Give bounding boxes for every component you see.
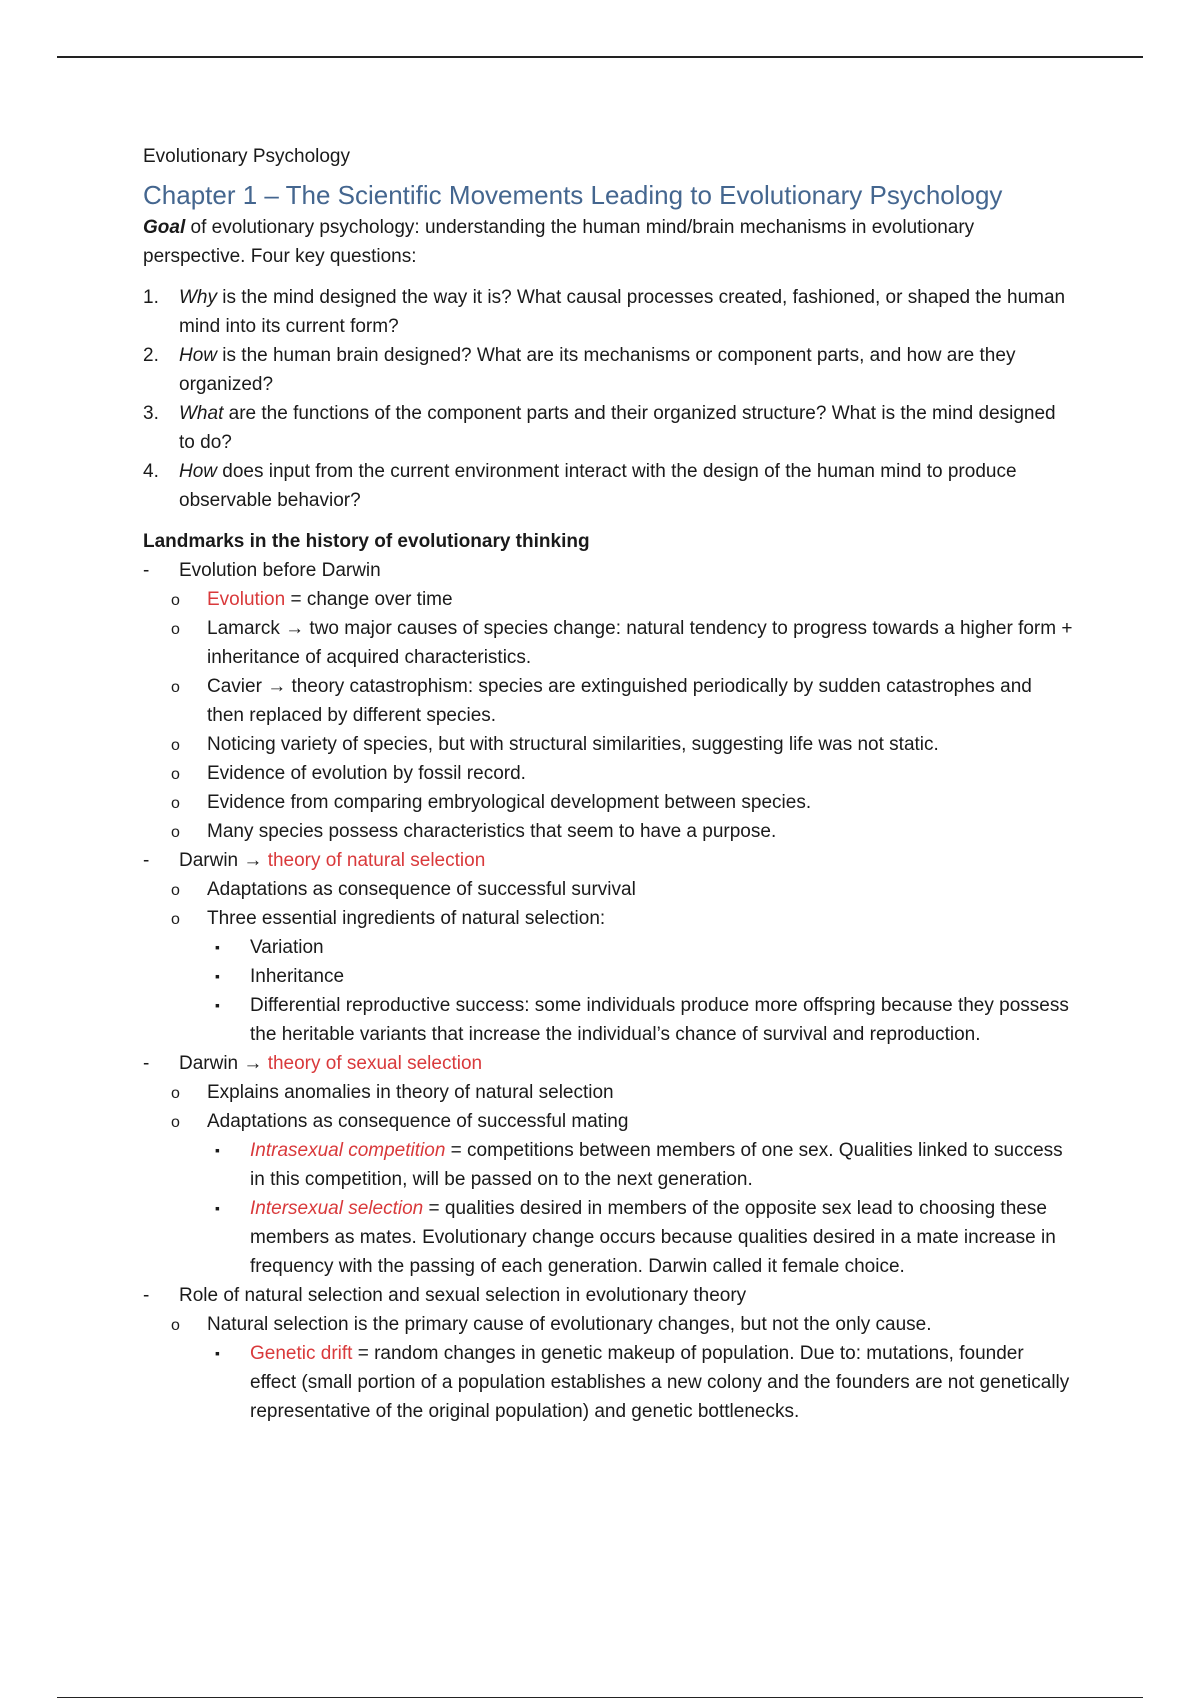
landmarks-list [143,556,1073,1426]
item-text: Cavier [207,676,268,697]
question-text: are the functions of the component parts and their organized structure? What is the mind designed to do? [179,403,1056,453]
circle-bullet: o [171,795,180,812]
square-bullet: ▪ [215,939,220,955]
question-number: 4. [143,461,159,482]
chapter-heading: Chapter 1 – The Scientific Movements Leading to Evolutionary Psychology [143,180,1003,210]
item-text: Evidence from comparing embryological development between species. [207,792,812,813]
list-item [143,788,1073,817]
section-sexual-selection [143,1049,1073,1281]
list-item [143,1310,1073,1426]
circle-bullet: o [171,824,180,841]
question-text: is the human brain designed? What are its mechanisms or component parts, and how are they organized? [179,345,1016,395]
list-item [143,962,1073,991]
square-bullet: ▪ [215,1200,220,1216]
key-questions-list [143,283,1073,515]
item-text: = competitions between members of one sex. Qualities linked to success in this competition, will be passed on to the next generation. [250,1140,1063,1190]
item-text: = change over time [285,589,453,610]
sublist [171,1310,1073,1426]
dash-bullet: - [143,560,150,581]
list-item [143,1078,1073,1107]
question-number: 2. [143,345,159,366]
list-item [143,904,1073,1049]
list-item [143,817,1073,846]
circle-bullet: o [171,766,180,783]
item-text: Adaptations as consequence of successful survival [207,879,636,900]
item-text: Three essential ingredients of natural selection: [207,908,606,929]
section-evolution-before-darwin [143,556,1073,846]
list-item [143,991,1073,1049]
section-natural-selection [143,846,1073,1049]
square-bullet: ▪ [215,997,220,1013]
landmarks-heading: Landmarks in the history of evolutionary thinking [143,531,590,552]
question-emphasis: What [179,403,224,424]
question-emphasis: How [179,461,218,482]
list-item [143,1107,1073,1281]
question-text: is the mind designed the way it is? What causal processes created, fashioned, or shaped the human mind into its current form? [179,287,1066,337]
circle-bullet: o [171,592,180,609]
item-text: Differential reproductive success: some individuals produce more offspring because they possess the heritable variants that increase the individual’s chance of survival and reproduction. [250,995,1069,1045]
section-label: Role of natural selection and sexual selection in evolutionary theory [179,1285,747,1306]
item-text: two major causes of species change: natural tendency to progress towards a higher form + inheritance of acquired characteristics. [207,618,1073,668]
document-title: Evolutionary Psychology [143,146,350,167]
list-item [143,730,1073,759]
circle-bullet: o [171,1085,180,1102]
list-item [143,759,1073,788]
circle-bullet: o [171,1114,180,1131]
term-evolution: Evolution [207,589,286,610]
item-text: Natural selection is the primary cause of evolutionary changes, but not the only cause. [207,1314,932,1335]
item-text: Many species possess characteristics that seem to have a purpose. [207,821,777,842]
bottom-rule [57,1697,1143,1698]
square-bullet: ▪ [215,968,220,984]
circle-bullet: o [171,621,180,638]
term-natural-selection: theory of natural selection [267,850,486,871]
arrow-icon: → [267,676,287,697]
item-text: = qualities desired in members of the opposite sex lead to choosing these members as mates. Evolutionary change occurs because qualities desired in a mate increase in frequency with the passing of each generation. Darwin called it female choice. [250,1198,1056,1277]
arrow-icon: → [285,618,305,639]
question-item [143,457,1073,515]
square-bullet: ▪ [215,1142,220,1158]
list-item [143,585,1073,614]
sublist [207,1339,1073,1426]
section-label: Evolution before Darwin [179,560,381,581]
circle-bullet: o [171,737,180,754]
question-text: does input from the current environment interact with the design of the human mind to produce observable behavior? [179,461,1017,511]
question-item [143,399,1073,457]
list-item [143,1136,1073,1194]
item-text: Adaptations as consequence of successful mating [207,1111,629,1132]
list-item [143,672,1073,730]
document-page [143,142,1073,1426]
item-text: Variation [250,937,324,958]
circle-bullet: o [171,1317,180,1334]
item-text: Explains anomalies in theory of natural selection [207,1082,614,1103]
dash-bullet: - [143,1053,150,1074]
list-item [143,1194,1073,1281]
section-role-of-selection [143,1281,1073,1426]
circle-bullet: o [171,882,180,899]
question-emphasis: How [179,345,218,366]
dash-bullet: - [143,1285,150,1306]
item-text: Evidence of evolution by fossil record. [207,763,526,784]
sublist [171,1078,1073,1281]
arrow-icon: → [243,850,263,871]
list-item [143,933,1073,962]
circle-bullet: o [171,679,180,696]
sublist [207,933,1073,1049]
list-item [143,875,1073,904]
section-label: Darwin [179,1053,244,1074]
term-sexual-selection: theory of sexual selection [267,1053,483,1074]
arrow-icon: → [243,1053,263,1074]
sublist [207,1136,1073,1281]
item-text: Lamarck [207,618,286,639]
list-item [143,614,1073,672]
item-text: = random changes in genetic makeup of population. Due to: mutations, founder effect (small portion of a population establishes a new colony and the founders are not genetically representative of the original population) and genetic bottlenecks. [250,1343,1070,1422]
question-emphasis: Why [179,287,217,308]
list-item [143,1339,1073,1426]
intro-paragraph [143,213,1073,271]
item-text: theory catastrophism: species are extinguished periodically by sudden catastrophes and then replaced by different species. [207,676,1032,726]
section-label: Darwin [179,850,244,871]
item-text: Inheritance [250,966,345,987]
sublist [171,585,1073,846]
sublist [171,875,1073,1049]
question-number: 3. [143,403,159,424]
dash-bullet: - [143,850,150,871]
question-item [143,283,1073,341]
term-intersexual: Intersexual selection [250,1198,424,1219]
item-text: Noticing variety of species, but with structural similarities, suggesting life was not static. [207,734,939,755]
term-intrasexual: Intrasexual competition [250,1140,446,1161]
question-number: 1. [143,287,159,308]
question-item [143,341,1073,399]
circle-bullet: o [171,911,180,928]
intro-goal: Goal [143,217,186,238]
square-bullet: ▪ [215,1345,220,1361]
intro-text: of evolutionary psychology: understanding the human mind/brain mechanisms in evolutionary perspective. Four key questions: [143,217,975,267]
term-genetic-drift: Genetic drift [250,1343,353,1364]
top-rule [57,56,1143,58]
